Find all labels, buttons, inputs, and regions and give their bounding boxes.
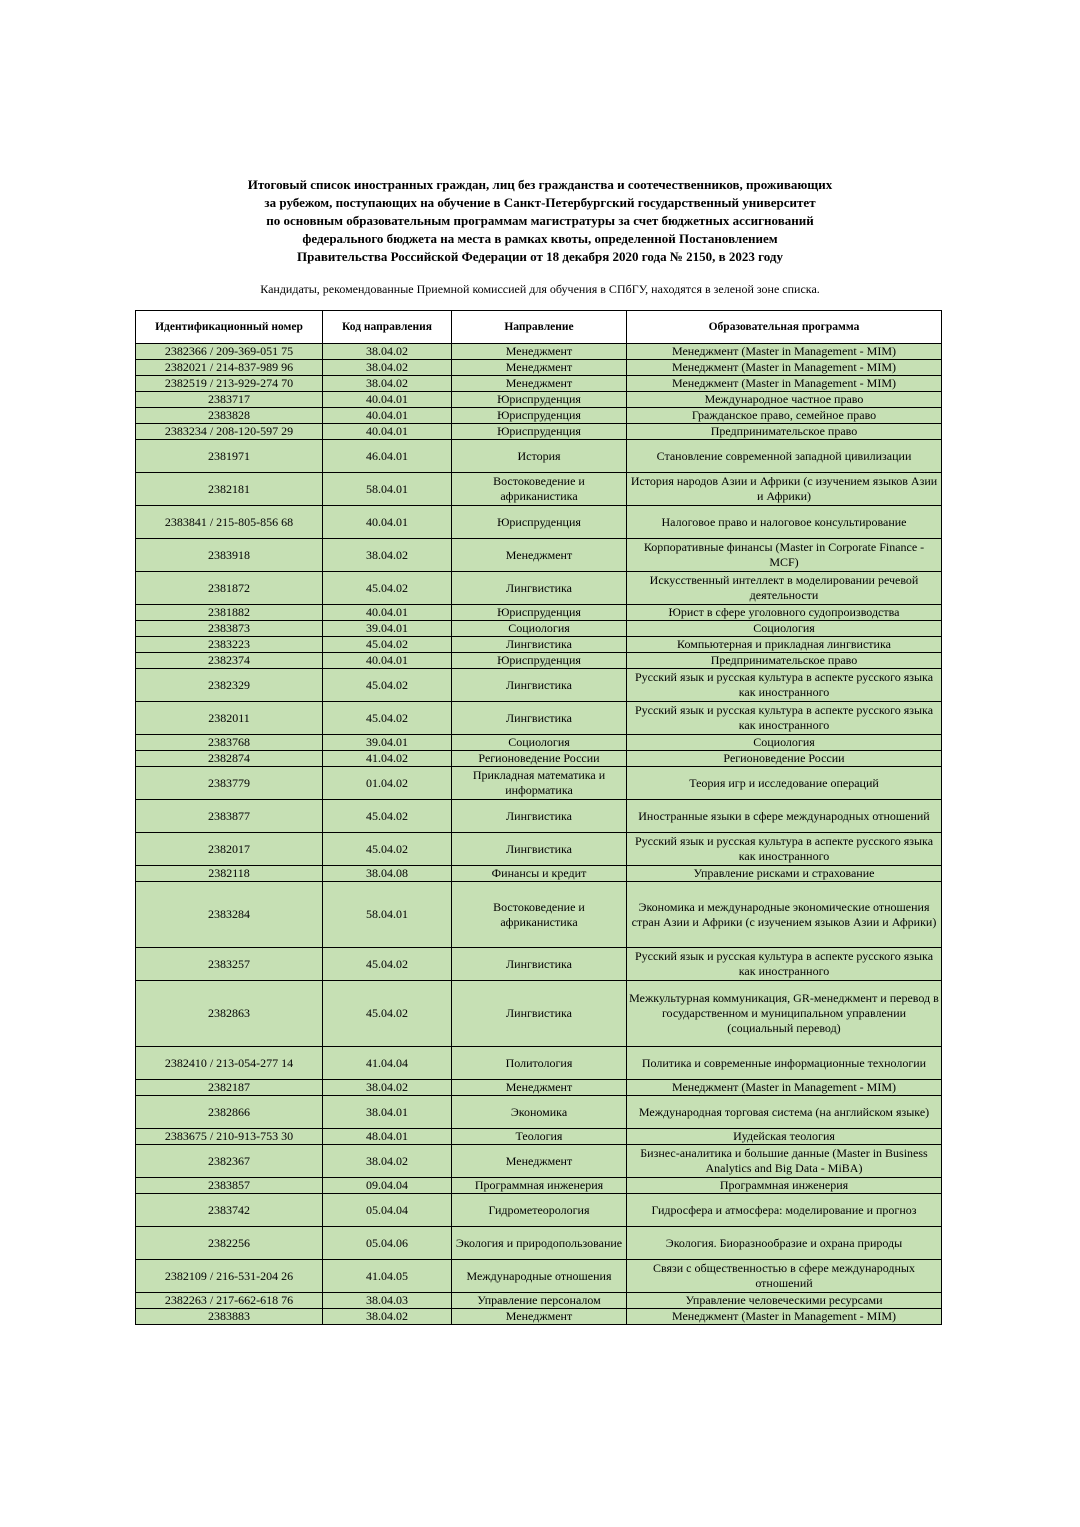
- title-line: федерального бюджета на места в рамках квоты, определенной Постановлением: [302, 231, 778, 246]
- cell-id-number: 2383234 / 208-120-597 29: [136, 424, 323, 440]
- cell-id-number: 2382874: [136, 751, 323, 767]
- cell-id-number: 2382329: [136, 669, 323, 702]
- cell-program: Предпринимательское право: [627, 424, 942, 440]
- title-line: Правительства Российской Федерации от 18 декабря 2020 года № 2150, в 2023 году: [297, 249, 783, 264]
- cell-program: Искусственный интеллект в моделировании речевой деятельности: [627, 572, 942, 605]
- cell-id-number: 2383828: [136, 408, 323, 424]
- cell-direction: История: [452, 440, 627, 473]
- cell-direction-code: 05.04.06: [323, 1227, 452, 1260]
- cell-direction-code: 38.04.02: [323, 360, 452, 376]
- table-row: [136, 408, 942, 424]
- cell-direction-code: 41.04.04: [323, 1047, 452, 1080]
- table-row: [136, 735, 942, 751]
- cell-direction-code: 38.04.01: [323, 1096, 452, 1129]
- cell-direction: Управление персоналом: [452, 1293, 627, 1309]
- cell-program: Юрист в сфере уголовного судопроизводства: [627, 605, 942, 621]
- table-row: [136, 1194, 942, 1227]
- cell-direction-code: 46.04.01: [323, 440, 452, 473]
- cell-id-number: 2382017: [136, 833, 323, 866]
- cell-direction-code: 38.04.03: [323, 1293, 452, 1309]
- cell-direction-code: 58.04.01: [323, 473, 452, 506]
- cell-direction: Юриспруденция: [452, 605, 627, 621]
- title-line: Итоговый список иностранных граждан, лиц без гражданства и соотечественников, проживающих: [247, 177, 833, 192]
- cell-direction: Менеджмент: [452, 1080, 627, 1096]
- cell-program: Политика и современные информационные технологии: [627, 1047, 942, 1080]
- cell-program: Компьютерная и прикладная лингвистика: [627, 637, 942, 653]
- cell-program: Русский язык и русская культура в аспекте русского языка как иностранного: [627, 948, 942, 981]
- cell-program: Бизнес-аналитика и большие данные (Master in Business Analytics and Big Data - MiBA): [627, 1145, 942, 1178]
- cell-id-number: 2383742: [136, 1194, 323, 1227]
- cell-direction: Социология: [452, 735, 627, 751]
- table-row: [136, 344, 942, 360]
- table-row: [136, 506, 942, 539]
- table-row: [136, 981, 942, 1047]
- cell-direction-code: 40.04.01: [323, 408, 452, 424]
- table-row: [136, 539, 942, 572]
- cell-direction-code: 38.04.02: [323, 1309, 452, 1325]
- cell-direction: Экология и природопользование: [452, 1227, 627, 1260]
- table-row: [136, 1145, 942, 1178]
- cell-program: Социология: [627, 735, 942, 751]
- table-row: [136, 669, 942, 702]
- cell-direction-code: 05.04.04: [323, 1194, 452, 1227]
- cell-direction: Востоковедение и африканистика: [452, 882, 627, 948]
- cell-direction: Лингвистика: [452, 669, 627, 702]
- cell-id-number: 2381882: [136, 605, 323, 621]
- cell-direction-code: 01.04.02: [323, 767, 452, 800]
- table-row: [136, 833, 942, 866]
- cell-direction-code: 58.04.01: [323, 882, 452, 948]
- table-row: [136, 424, 942, 440]
- cell-direction-code: 40.04.01: [323, 653, 452, 669]
- table-row: [136, 360, 942, 376]
- cell-direction: Менеджмент: [452, 1145, 627, 1178]
- cell-program: Менеджмент (Master in Management - MIM): [627, 1309, 942, 1325]
- cell-direction-code: 41.04.02: [323, 751, 452, 767]
- cell-program: Управление рисками и страхование: [627, 866, 942, 882]
- table-row: [136, 605, 942, 621]
- table-row: [136, 800, 942, 833]
- header-direction: Направление: [452, 311, 627, 344]
- cell-program: Социология: [627, 621, 942, 637]
- cell-direction-code: 39.04.01: [323, 621, 452, 637]
- cell-program: Русский язык и русская культура в аспекте русского языка как иностранного: [627, 702, 942, 735]
- title-line: за рубежом, поступающих на обучение в Санкт-Петербургский государственный университет: [264, 195, 816, 210]
- cell-direction: Юриспруденция: [452, 506, 627, 539]
- cell-id-number: 2382263 / 217-662-618 76: [136, 1293, 323, 1309]
- cell-id-number: 2383877: [136, 800, 323, 833]
- cell-program: Международная торговая система (на английском языке): [627, 1096, 942, 1129]
- cell-direction-code: 38.04.02: [323, 1145, 452, 1178]
- cell-program: Гражданское право, семейное право: [627, 408, 942, 424]
- cell-program: Менеджмент (Master in Management - MIM): [627, 360, 942, 376]
- cell-id-number: 2381971: [136, 440, 323, 473]
- cell-direction-code: 40.04.01: [323, 605, 452, 621]
- cell-program: Русский язык и русская культура в аспекте русского языка как иностранного: [627, 833, 942, 866]
- cell-direction: Программная инженерия: [452, 1178, 627, 1194]
- table-row: [136, 376, 942, 392]
- cell-direction-code: 40.04.01: [323, 392, 452, 408]
- table-row: [136, 1227, 942, 1260]
- cell-id-number: 2383284: [136, 882, 323, 948]
- table-header-row: [136, 311, 942, 344]
- cell-id-number: 2382109 / 216-531-204 26: [136, 1260, 323, 1293]
- table-row: [136, 440, 942, 473]
- cell-direction: Социология: [452, 621, 627, 637]
- cell-direction: Востоковедение и африканистика: [452, 473, 627, 506]
- cell-program: Русский язык и русская культура в аспекте русского языка как иностранного: [627, 669, 942, 702]
- cell-direction: Лингвистика: [452, 637, 627, 653]
- cell-direction-code: 38.04.02: [323, 344, 452, 360]
- cell-direction: Финансы и кредит: [452, 866, 627, 882]
- cell-direction: Международные отношения: [452, 1260, 627, 1293]
- cell-direction: Теология: [452, 1129, 627, 1145]
- cell-direction: Гидрометеорология: [452, 1194, 627, 1227]
- table-row: [136, 702, 942, 735]
- cell-id-number: 2382118: [136, 866, 323, 882]
- cell-direction-code: 39.04.01: [323, 735, 452, 751]
- cell-direction-code: 38.04.08: [323, 866, 452, 882]
- cell-program: Экология. Биоразнообразие и охрана природы: [627, 1227, 942, 1260]
- cell-program: Иудейская теология: [627, 1129, 942, 1145]
- cell-direction-code: 45.04.02: [323, 800, 452, 833]
- table-row: [136, 866, 942, 882]
- cell-id-number: 2383223: [136, 637, 323, 653]
- cell-program: Связи с общественностью в сфере международных отношений: [627, 1260, 942, 1293]
- cell-direction-code: 45.04.02: [323, 948, 452, 981]
- cell-id-number: 2382374: [136, 653, 323, 669]
- document-title: [0, 176, 1080, 266]
- cell-id-number: 2383717: [136, 392, 323, 408]
- cell-direction: Лингвистика: [452, 948, 627, 981]
- cell-id-number: 2381872: [136, 572, 323, 605]
- cell-direction: Юриспруденция: [452, 392, 627, 408]
- cell-direction-code: 45.04.02: [323, 572, 452, 605]
- cell-program: Управление человеческими ресурсами: [627, 1293, 942, 1309]
- cell-direction: Юриспруденция: [452, 424, 627, 440]
- cell-id-number: 2383675 / 210-913-753 30: [136, 1129, 323, 1145]
- cell-program: Международное частное право: [627, 392, 942, 408]
- cell-direction-code: 45.04.02: [323, 833, 452, 866]
- table-row: [136, 1178, 942, 1194]
- cell-direction-code: 38.04.02: [323, 1080, 452, 1096]
- cell-id-number: 2382021 / 214-837-989 96: [136, 360, 323, 376]
- cell-direction: Менеджмент: [452, 539, 627, 572]
- cell-program: Регионоведение России: [627, 751, 942, 767]
- cell-id-number: 2383857: [136, 1178, 323, 1194]
- cell-id-number: 2383768: [136, 735, 323, 751]
- cell-direction-code: 41.04.05: [323, 1260, 452, 1293]
- cell-id-number: 2382866: [136, 1096, 323, 1129]
- cell-direction: Лингвистика: [452, 981, 627, 1047]
- cell-id-number: 2382519 / 213-929-274 70: [136, 376, 323, 392]
- cell-id-number: 2382181: [136, 473, 323, 506]
- cell-program: Экономика и международные экономические отношения стран Азии и Африки (с изучением языков Азии и Африки): [627, 882, 942, 948]
- table-row: [136, 1260, 942, 1293]
- cell-direction: Политология: [452, 1047, 627, 1080]
- cell-direction: Юриспруденция: [452, 653, 627, 669]
- table-row: [136, 767, 942, 800]
- table-row: [136, 473, 942, 506]
- cell-program: История народов Азии и Африки (с изучением языков Азии и Африки): [627, 473, 942, 506]
- document-subtitle: Кандидаты, рекомендованные Приемной комиссией для обучения в СПбГУ, находятся в зеленой зоне списка.: [260, 282, 820, 296]
- cell-id-number: 2383918: [136, 539, 323, 572]
- cell-direction: Экономика: [452, 1096, 627, 1129]
- cell-direction-code: 45.04.02: [323, 669, 452, 702]
- table-row: [136, 637, 942, 653]
- table-row: [136, 1096, 942, 1129]
- header-program: Образовательная программа: [627, 311, 942, 344]
- cell-program: Менеджмент (Master in Management - MIM): [627, 376, 942, 392]
- cell-direction-code: 38.04.02: [323, 376, 452, 392]
- cell-id-number: 2383779: [136, 767, 323, 800]
- candidates-table: [135, 310, 942, 1325]
- cell-id-number: 2382863: [136, 981, 323, 1047]
- cell-id-number: 2383257: [136, 948, 323, 981]
- cell-program: Предпринимательское право: [627, 653, 942, 669]
- cell-direction-code: 45.04.02: [323, 981, 452, 1047]
- cell-direction: Менеджмент: [452, 1309, 627, 1325]
- cell-program: Программная инженерия: [627, 1178, 942, 1194]
- cell-id-number: 2383841 / 215-805-856 68: [136, 506, 323, 539]
- cell-program: Гидросфера и атмосфера: моделирование и прогноз: [627, 1194, 942, 1227]
- table-row: [136, 1080, 942, 1096]
- table-row: [136, 1047, 942, 1080]
- cell-id-number: 2382011: [136, 702, 323, 735]
- table-row: [136, 751, 942, 767]
- cell-program: Менеджмент (Master in Management - MIM): [627, 1080, 942, 1096]
- cell-program: Становление современной западной цивилизации: [627, 440, 942, 473]
- cell-direction: Лингвистика: [452, 572, 627, 605]
- cell-id-number: 2382256: [136, 1227, 323, 1260]
- table-row: [136, 572, 942, 605]
- cell-direction-code: 40.04.01: [323, 424, 452, 440]
- cell-direction-code: 45.04.02: [323, 702, 452, 735]
- header-direction-code: Код направления: [323, 311, 452, 344]
- cell-direction: Менеджмент: [452, 376, 627, 392]
- cell-id-number: 2382367: [136, 1145, 323, 1178]
- cell-program: Межкультурная коммуникация, GR-менеджмент и перевод в государственном и муниципальном управлении (социальный перевод): [627, 981, 942, 1047]
- table-body: [136, 344, 942, 1325]
- cell-id-number: 2383883: [136, 1309, 323, 1325]
- cell-id-number: 2382410 / 213-054-277 14: [136, 1047, 323, 1080]
- cell-direction: Прикладная математика и информатика: [452, 767, 627, 800]
- cell-direction-code: 09.04.04: [323, 1178, 452, 1194]
- cell-id-number: 2382187: [136, 1080, 323, 1096]
- table-row: [136, 392, 942, 408]
- cell-program: Корпоративные финансы (Master in Corporate Finance - MCF): [627, 539, 942, 572]
- cell-direction: Лингвистика: [452, 800, 627, 833]
- cell-direction: Регионоведение России: [452, 751, 627, 767]
- cell-program: Теория игр и исследование операций: [627, 767, 942, 800]
- cell-direction-code: 40.04.01: [323, 506, 452, 539]
- table-row: [136, 948, 942, 981]
- cell-id-number: 2383873: [136, 621, 323, 637]
- table-row: [136, 653, 942, 669]
- cell-direction: Юриспруденция: [452, 408, 627, 424]
- header-id-number: Идентификационный номер: [136, 311, 323, 344]
- cell-direction: Менеджмент: [452, 344, 627, 360]
- cell-program: Налоговое право и налоговое консультирование: [627, 506, 942, 539]
- table-row: [136, 882, 942, 948]
- cell-direction-code: 48.04.01: [323, 1129, 452, 1145]
- cell-direction: Менеджмент: [452, 360, 627, 376]
- table-row: [136, 1309, 942, 1325]
- cell-direction-code: 38.04.02: [323, 539, 452, 572]
- cell-direction-code: 45.04.02: [323, 637, 452, 653]
- table-row: [136, 1129, 942, 1145]
- table-row: [136, 1293, 942, 1309]
- cell-direction: Лингвистика: [452, 833, 627, 866]
- cell-program: Менеджмент (Master in Management - MIM): [627, 344, 942, 360]
- cell-id-number: 2382366 / 209-369-051 75: [136, 344, 323, 360]
- cell-program: Иностранные языки в сфере международных отношений: [627, 800, 942, 833]
- table-row: [136, 621, 942, 637]
- cell-direction: Лингвистика: [452, 702, 627, 735]
- title-line: по основным образовательным программам магистратуры за счет бюджетных ассигнований: [266, 213, 814, 228]
